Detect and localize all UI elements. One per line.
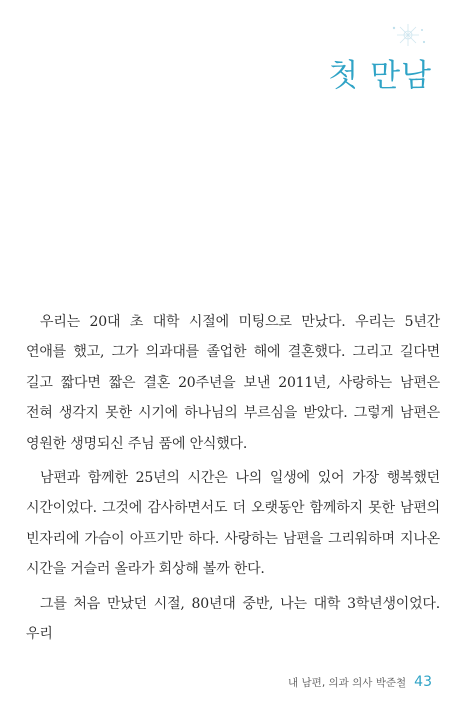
running-head: 내 남편, 의과 의사 박준철 [288,677,407,689]
paragraph: 그를 처음 만났던 시절, 80년대 중반, 나는 대학 3학년생이었다. 우리 [26,595,440,643]
paragraph: 우리는 20대 초 대학 시절에 미팅으로 만났다. 우리는 5년간 연애를 했고, 그가 의과대를 졸업한 해에 결혼했다. 그리고 길다면 길고 짧다면 짧은 결혼 20주년을 보낸 2011년, 사랑하는 남편은 전혀 생각지 못한 시기에 하나님의 부르심을 받았다. 그렇게 남편은 영원한 생명되신 주님 품에 안식했다. [26,314,440,452]
paragraph: 남편과 함께한 25년의 시간은 나의 일생에 있어 가장 행복했던 시간이었다. 그것에 감사하면서도 더 오랫동안 함께하지 못한 남편의 빈자리에 가슴이 아프기만 하다. 사랑하는 남편을 그리워하며 지나온 시간을 거슬러 올라가 회상해 볼까 한다. [26,470,440,578]
body-text [26,307,440,653]
chapter-title: 첫 만남 [328,58,432,94]
sparkle-ornament-icon [388,22,428,48]
page-number: 43 [414,674,432,690]
page-footer [288,674,432,690]
